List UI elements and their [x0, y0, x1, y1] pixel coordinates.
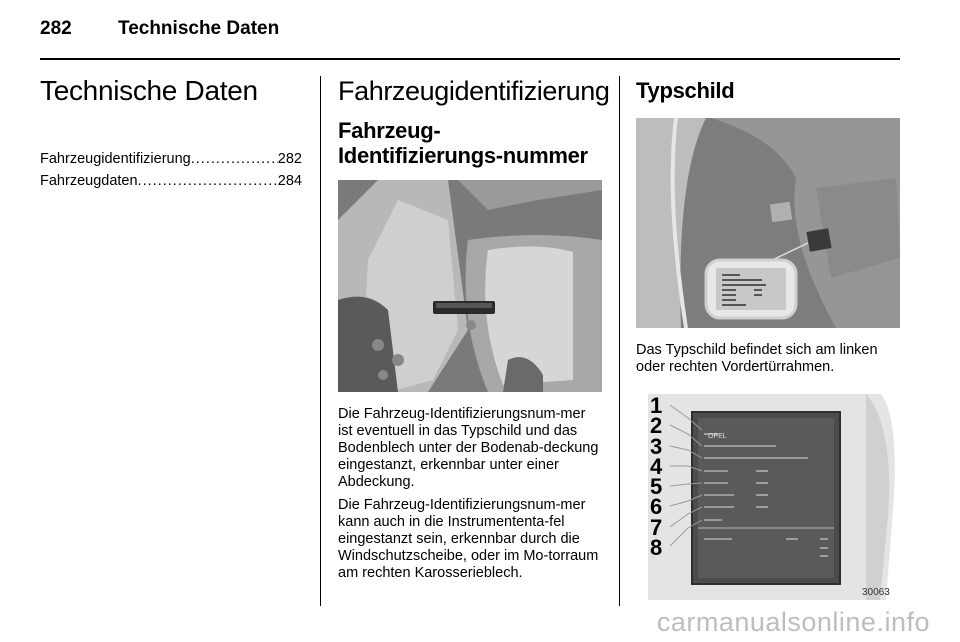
vin-location-photo [338, 180, 602, 392]
identification-column [338, 74, 610, 588]
toc-item[interactable] [40, 170, 302, 192]
typschild-plate-diagram [636, 386, 898, 608]
column-divider-1 [320, 76, 321, 606]
toc-item-label: Fahrzeugidentifizierung [40, 151, 191, 167]
chapter-title: Technische Daten [40, 75, 258, 106]
paragraph: Die Fahrzeug-Identifizierungsnum-mer ist eventuell in das Typschild und das Bodenblech unter der Bodenab-deckung eingestanzt, erkennbar unter einer Abdeckung. [338, 406, 599, 490]
section-title: Fahrzeugidentifizierung [338, 76, 610, 106]
paragraph: Die Fahrzeug-Identifizierungsnum-mer kann auch in die Instrumententa-fel eingestanzt sein, erkennbar durch die Windschutzscheibe, oder im Mo-torraum am rechten Karosserieblech. [338, 497, 599, 581]
watermark: carmanualsonline.info [656, 607, 930, 637]
typschild-text: Das Typschild befindet sich am linken oder rechten Vordertürrahmen. [636, 342, 878, 375]
plate-number: 6 [650, 494, 663, 519]
image-code: 30063 [862, 587, 890, 598]
header-title: Technische Daten [118, 18, 280, 39]
chapter-column [40, 74, 302, 192]
typschild-column [636, 74, 902, 608]
section-subtitle: Fahrzeug- Identifizierungs-nummer [338, 118, 588, 168]
plate-number: 7 [650, 515, 663, 540]
plate-number: 1 [650, 393, 663, 418]
typschild-location-photo [636, 118, 900, 328]
typschild-title: Typschild [636, 78, 735, 103]
toc-leader [191, 148, 278, 170]
plate-number: 4 [650, 454, 663, 479]
header-rule [40, 58, 900, 60]
page-number: 282 [40, 18, 72, 39]
page-header [40, 18, 279, 48]
plate-number: 8 [650, 535, 663, 560]
plate-number: 3 [650, 434, 663, 459]
toc-item[interactable] [40, 148, 302, 170]
column-divider-2 [619, 76, 620, 606]
toc-leader [138, 170, 278, 192]
toc-item-page: 284 [277, 173, 302, 189]
chapter-toc [40, 148, 302, 192]
toc-item-page: 282 [277, 151, 302, 167]
plate-number: 5 [650, 474, 663, 499]
plate-brand: OPEL [708, 433, 727, 440]
plate-number: 2 [650, 413, 663, 438]
toc-item-label: Fahrzeugdaten [40, 173, 138, 189]
